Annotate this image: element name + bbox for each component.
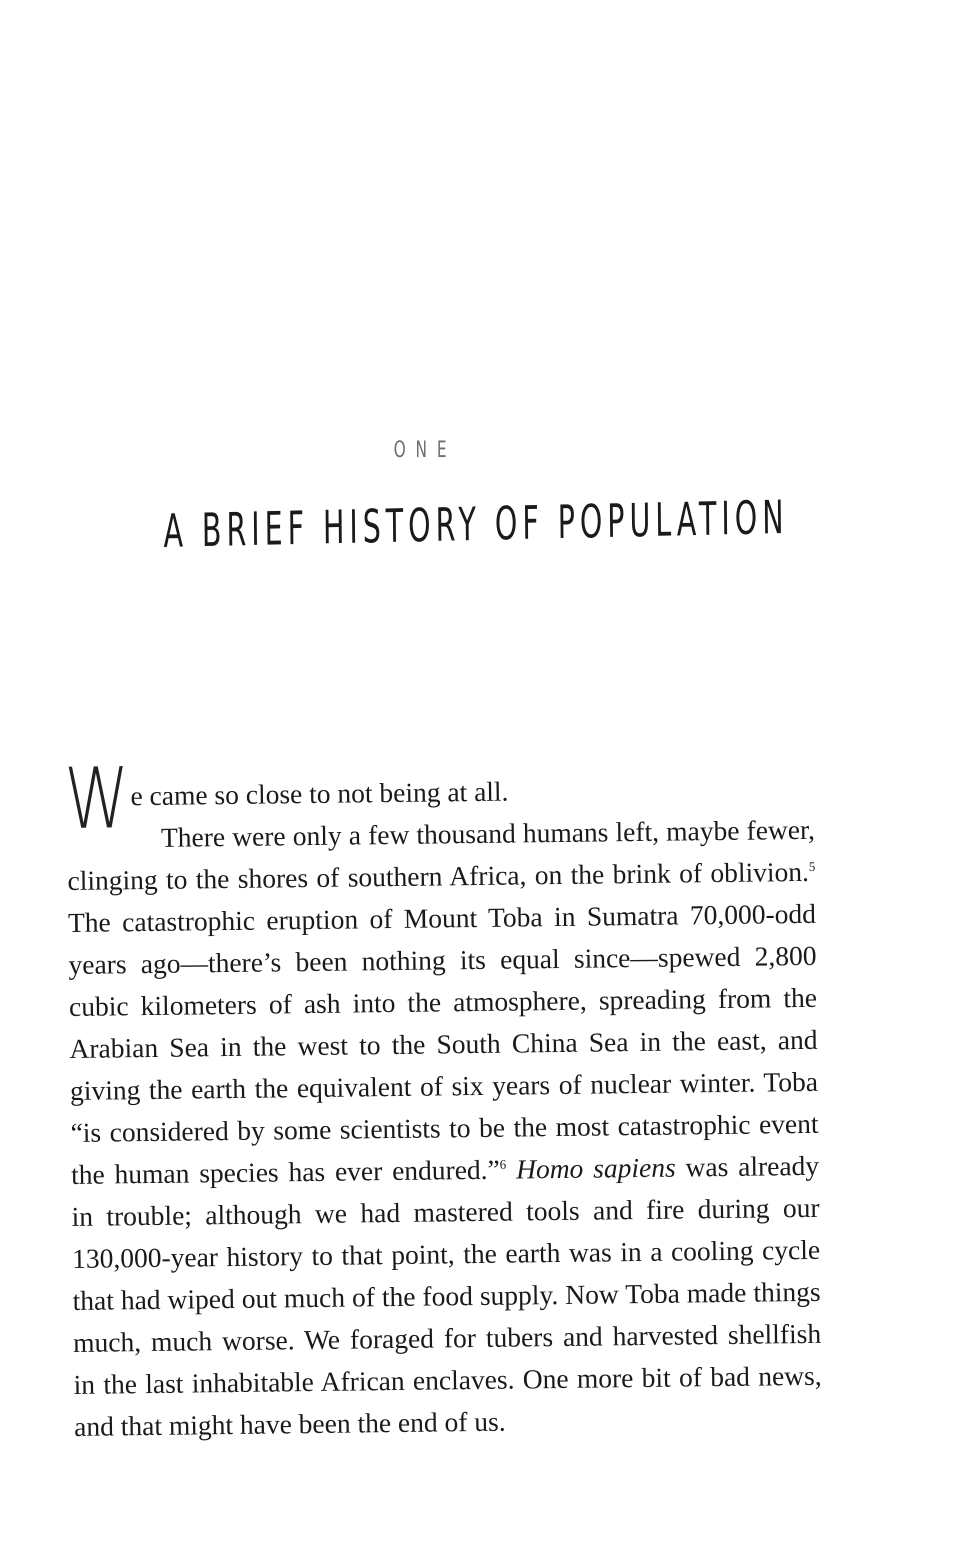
footnote-marker-5: 5	[808, 858, 816, 874]
paragraph-text-b: The catastrophic eruption of Mount Toba in Sumatra 70,000-odd years ago—there’s been nothing its equal since—spewed 2,800 cubic kilometers of ash into the atmosphere, spreading from the Arabian Sea in the west to the South China Sea in the east, and giving the earth the equivalent of six years of nuclear winter. Toba “is considered by some scientists to be the most catastrophic event the human species has ever endured.”	[67, 897, 819, 1190]
paragraph-text-c: was already in trouble; although we had mastered tools and fire during our 130,000-year history to that point, the earth was in a cooling cycle that had wiped out much of the food supply. Now Toba made things much, much worse. We foraged for tubers and harvested shellfish in the last inhabitable African enclaves. One more bit of bad news, and that might have been the end of us.	[71, 1149, 822, 1442]
chapter-body	[63, 749, 822, 1448]
opening-line: e came so close to not being at all.	[130, 775, 509, 812]
paragraph-text-a: There were only a few thousand humans left, maybe fewer, clinging to the shores of southern Africa, on the brink of oblivion.	[67, 813, 816, 896]
body-paragraph	[67, 809, 823, 1448]
chapter-title: A BRIEF HISTORY OF POPULATION	[163, 489, 789, 559]
footnote-marker-6: 6	[499, 1156, 507, 1172]
drop-cap: W	[63, 749, 130, 849]
species-name: Homo sapiens	[515, 1151, 676, 1185]
opening-paragraph	[66, 749, 815, 818]
chapter-number: ONE	[393, 438, 457, 463]
